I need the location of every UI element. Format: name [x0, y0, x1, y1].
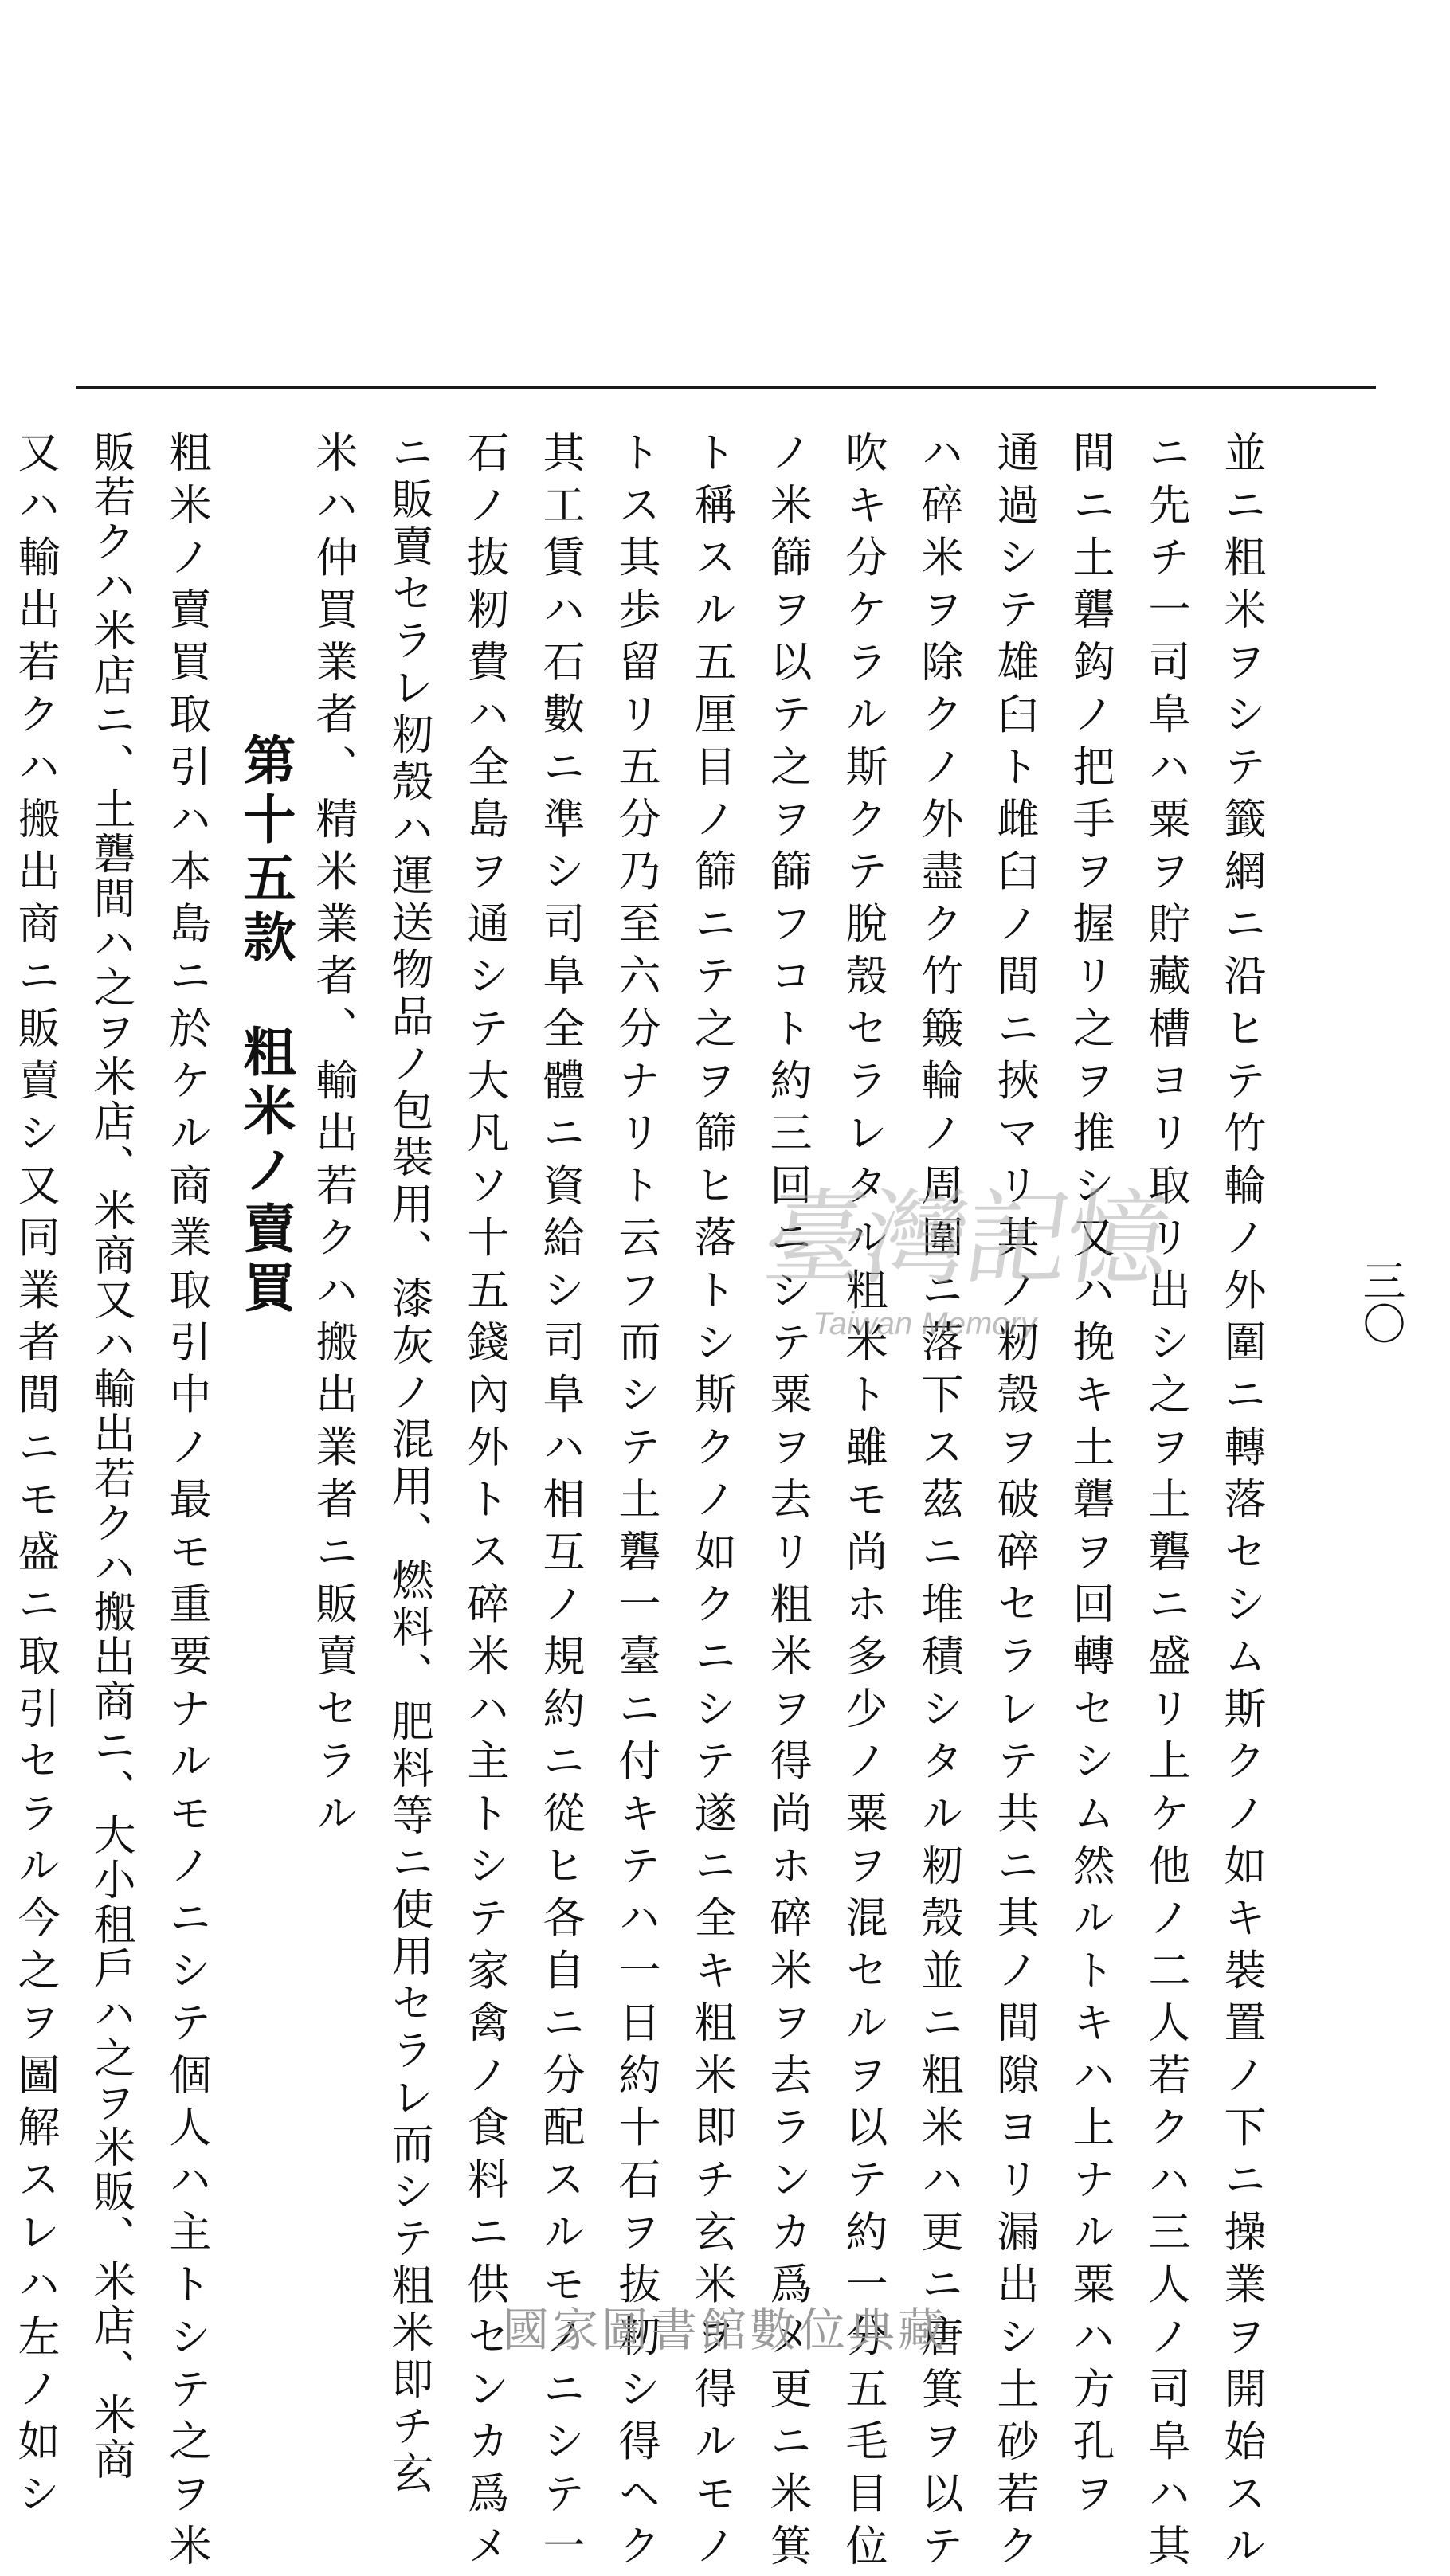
footer-collection-label: 國家圖書館數位典藏 [502, 2303, 947, 2357]
text-column-3: 間ニ土礱鈎ノ把手ヲ握リ之ヲ推シ又ハ挽キ土礱ヲ回轉セシム然ルトキハ上ナル粟ハ方孔ヲ [1066, 430, 1115, 2523]
section-title: 粗米ノ賣買 [234, 1024, 296, 1319]
text-column-13: 米ハ仲買業者、精米業者、輸出若クハ搬出業者ニ販賣セラル [309, 430, 358, 1843]
text-column-15: 販若クハ米店ニ、土礱間ハ之ヲ米店、米商又ハ輸出若クハ搬出商ニ、大小租戶ハ之ヲ米販、米店、米商 [87, 430, 135, 2482]
watermark-subtitle: Taiwan Memory [813, 1306, 1037, 1341]
text-column-9: トス其歩留リ五分乃至六分ナリト云フ而シテ土礱一臺ニ付キテハ一日約十石ヲ抜籾シ得ヘク [612, 430, 660, 2576]
text-column-10: 其工賃ハ石數ニ準シ司阜全體ニ資給シ司阜ハ相互ノ規約ニ從ヒ各自ニ分配スルモノニシテ一 [536, 430, 585, 2576]
section-number: 第十五款 [234, 733, 296, 969]
text-column-1: 並ニ粗米ヲシテ籤網ニ沿ヒテ竹輪ノ外圍ニ轉落セシム斯クノ如キ裝置ノ下ニ操業ヲ開始スル [1217, 430, 1266, 2576]
text-column-8: ト稱スル五厘目ノ篩ニテ之ヲ篩ヒ落トシ斯クノ如クニシテ遂ニ全キ粗米即チ玄米ヲ得ルモノ [688, 430, 736, 2576]
text-column-14: 粗米ノ賣買取引ハ本島ニ於ケル商業取引中ノ最モ重要ナルモノニシテ個人ハ主トシテ之ヲ米 [163, 430, 211, 2576]
watermark-logo-text: 臺灣記憶 [756, 1178, 1175, 1299]
text-column-4: 通過シテ雄臼ト雌臼ノ間ニ挾マリ其ノ籾殼ヲ破碎セラレテ共ニ其ノ間隙ヨリ漏出シ土砂若ク [990, 430, 1039, 2576]
text-column-12: ニ販賣セラレ籾殼ハ運送物品ノ包裝用、漆灰ノ混用、燃料、肥料等ニ使用セラレ而シテ粗米即チ玄 [385, 430, 433, 2498]
section-heading [234, 733, 296, 1319]
text-column-6: 吹キ分ケラル斯クテ脫殼セラレタル粗米ト雖モ尚ホ多少ノ粟ヲ混セルヲ以テ約一分五毛目位 [839, 430, 888, 2576]
text-column-11: 石ノ抜籾費ハ全島ヲ通シテ大凡ソ十五錢內外トス碎米ハ主トシテ家禽ノ食料ニ供センカ爲メ [460, 430, 509, 2576]
header-rule [76, 386, 1376, 389]
text-column-7: ノ米篩ヲ以テ之ヲ篩フコト約三回ニシテ粟ヲ去リ粗米ヲ得尚ホ碎米ヲ去ランカ爲メ更ニ米箕 [763, 430, 812, 2576]
text-column-5: ハ碎米ヲ除クノ外盡ク竹簸輪ノ周圍ニ落下ス茲ニ堆積シタル籾殼並ニ粗米ハ更ニ唐箕ヲ以テ [915, 430, 963, 2576]
page-number: 三〇 [1356, 1259, 1406, 1345]
text-column-16: 又ハ輸出若クハ搬出商ニ販賣シ又同業者間ニモ盛ニ取引セラル今之ヲ圖解スレハ左ノ如シ [11, 430, 60, 2523]
text-column-2: ニ先チ一司阜ハ粟ヲ貯藏槽ヨリ取リ出シ之ヲ土礱ニ盛リ上ケ他ノ二人若クハ三人ノ司阜ハ其 [1142, 430, 1190, 2576]
